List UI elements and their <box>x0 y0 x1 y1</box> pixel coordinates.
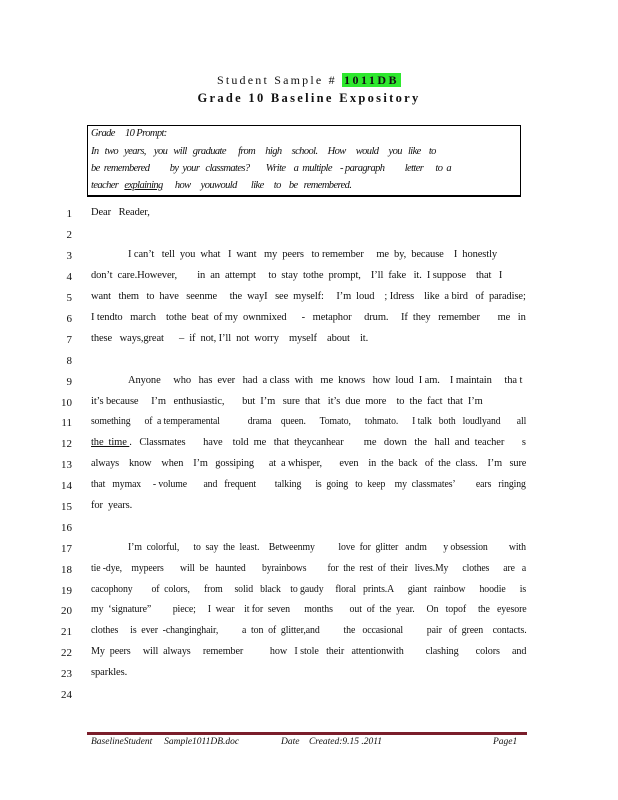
prompt-text: teacher <box>91 180 125 191</box>
line-number: 5 <box>66 292 72 304</box>
line-number: 11 <box>61 417 72 429</box>
line-number: 1 <box>66 208 72 220</box>
letter-line: clothes is ever -changinghair, a ton of glitter,and the occasional pair of green contacts. <box>91 625 527 636</box>
prompt-underlined-word: explaining <box>124 180 163 191</box>
footer-date: Date Created:9.15 .2011 <box>281 737 383 747</box>
letter-line <box>91 437 526 448</box>
letter-line: My peers will always remember how I stole their attentionwith clashing colors and <box>91 646 527 657</box>
prompt-heading: Grade 10 Prompt: <box>91 128 167 139</box>
letter-line: it’s because I’m enthusiastic, but I’m sure that it’s due more to the fact that I’m <box>91 396 483 407</box>
prompt-line <box>91 180 351 191</box>
line-number: 18 <box>61 564 72 576</box>
line-number: 23 <box>61 668 72 680</box>
line-number: 14 <box>61 480 72 492</box>
footer-page-number: Page1 <box>493 737 518 747</box>
letter-line: tie -dye, mypeers will be haunted byrainbows for the rest of their lives.My clothes are a <box>91 563 527 574</box>
letter-line: Anyone who has ever had a class with me knows how loud I am. I maintain tha t <box>128 375 523 386</box>
line-number: 20 <box>61 605 72 617</box>
letter-line: cacophony of colors, from solid black to gaudy floral prints.A giant rainbow hoodie is <box>91 584 527 595</box>
line-number: 3 <box>66 250 72 262</box>
line-text: . Classmates have told me that theycanhear me down the hall and teacher s <box>129 437 526 448</box>
line-number: 12 <box>61 438 72 450</box>
line-number: 15 <box>61 501 72 513</box>
line-number: 19 <box>61 585 72 597</box>
letter-line: something of a temperamental drama queen. Tomato, tohmato. I talk both loudlyand all <box>91 416 527 427</box>
letter-line: Dear Reader, <box>91 207 150 218</box>
letter-line: I’m colorful, to say the least. Betweenmy love for glitter andm y obsession with <box>128 542 527 553</box>
prompt-line: In two years, you will graduate from high school. How would you like to <box>91 146 436 157</box>
document-subtitle: Grade 10 Baseline Expository <box>197 91 421 105</box>
line-number: 21 <box>61 626 72 638</box>
line-number: 4 <box>66 271 72 283</box>
sample-title-prefix: Student Sample # <box>216 73 343 87</box>
line-number: 6 <box>66 313 72 325</box>
letter-line: sparkles. <box>91 667 128 678</box>
letter-line: always know when I’m gossiping at a whisper, even in the back of the class. I’m sure <box>91 458 527 469</box>
letter-line: these ways,great – if not, I’ll not worry myself about it. <box>91 333 369 344</box>
footer-filename: BaselineStudent Sample1011DB.doc <box>91 737 240 747</box>
letter-line: I can’t tell you what I want my peers to remember me by, because I honestly <box>128 249 498 260</box>
line-number: 16 <box>61 522 72 534</box>
letter-line: that mymax - volume and frequent talking is going to keep my classmates’ ears ringing <box>91 479 526 490</box>
letter-line: don’t care.However, in an attempt to stay tothe prompt, I’ll fake it. I suppose that I <box>91 270 503 281</box>
prompt-text: how youwould like to be remembered. <box>162 180 352 191</box>
sample-title <box>0 73 618 88</box>
line-number: 22 <box>61 647 72 659</box>
line-number: 17 <box>61 543 72 555</box>
underlined-text: the time <box>91 437 130 448</box>
sample-id-highlight: 1011DB <box>344 73 400 87</box>
line-number: 9 <box>66 376 72 388</box>
line-number: 10 <box>61 397 72 409</box>
letter-line: for years. <box>91 500 133 511</box>
line-number: 24 <box>61 689 72 701</box>
line-number: 2 <box>66 229 72 241</box>
prompt-line: be remembered by your classmates? Write a multiple - paragraph letter to a <box>91 163 452 174</box>
line-number: 7 <box>66 334 72 346</box>
letter-line: I tendto march tothe beat of my ownmixed - metaphor drum. If they remember me in <box>91 312 526 323</box>
letter-line: want them to have seenme the wayI see myself: I’m loud ; Idress like a bird of paradise; <box>91 291 526 302</box>
letter-line: my ‘signature” piece; I wear it for seven months out of the year. On topof the eyesore <box>91 604 527 615</box>
line-number: 13 <box>61 459 72 471</box>
line-number: 8 <box>66 355 72 367</box>
footer-divider <box>87 732 527 735</box>
